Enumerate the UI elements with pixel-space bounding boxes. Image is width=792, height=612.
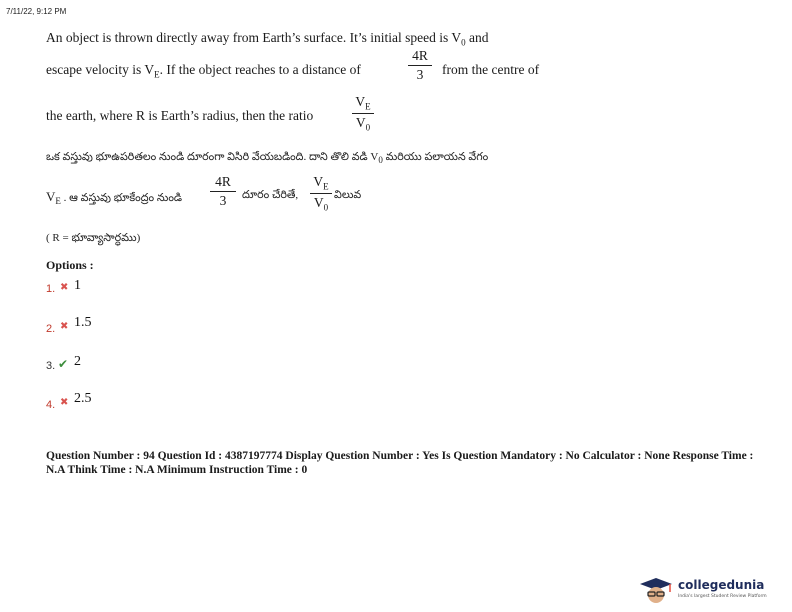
- option-value: 1.5: [74, 315, 92, 330]
- collegedunia-logo: [636, 576, 786, 606]
- options-label: Options :: [46, 258, 94, 272]
- wrong-cross-icon: ✖: [60, 321, 69, 332]
- ratio-ve-over-v0: $V_E$ $V_0$: [352, 94, 374, 132]
- question-line-2: escape velocity is $V_E$. If the object reaches to a distance of: [46, 62, 361, 80]
- correct-check-icon: ✔: [58, 357, 69, 371]
- wrong-cross-icon: ✖: [60, 397, 69, 408]
- option-value: 2: [74, 354, 81, 369]
- wrong-cross-icon: ✖: [60, 282, 69, 293]
- logo-tagline: India's largest Student Review Platform: [678, 594, 767, 599]
- graduate-cap-icon: [636, 576, 676, 606]
- option-number: 3.: [46, 360, 56, 372]
- telugu-ratio-ve-over-v0: $V_E$ $V_0$: [310, 174, 332, 212]
- question-metadata: Question Number : 94 Question Id : 4387197774 Display Question Number : Yes Is Question Mandatory : No Calculator : None Response Time : N.A Think Time : N.A Minimum Instruction Time : 0: [46, 450, 754, 476]
- telugu-line-1: ఒక వస్తువు భూఉపరితలం నుండి దూరంగా విసిరి వేయబడింది. దాని తొలి వడి $V_0$ మరియు పలాయన వేగం: [46, 151, 489, 166]
- telugu-fraction-4r-over-3: 4R 3: [210, 174, 236, 209]
- option-value: 1: [74, 278, 81, 293]
- question-line-1: An object is thrown directly away from Earth’s surface. It’s initial speed is $V_0$ and: [46, 30, 489, 48]
- telugu-line-2: $V_E$ . ఆ వస్తువు భూకేంద్రం నుండి: [46, 189, 183, 207]
- logo-name: collegedunia: [678, 578, 765, 592]
- print-timestamp: 7/11/22, 9:12 PM: [6, 7, 67, 16]
- option-number: 1.: [46, 283, 56, 295]
- question-line-3: the earth, where R is Earth’s radius, then the ratio: [46, 108, 314, 123]
- telugu-line-2-after: దూరం చేరితే,: [242, 189, 299, 201]
- option-number: 2.: [46, 323, 56, 335]
- telugu-line-3: ( R = భూవ్యాసార్ధము): [46, 232, 141, 244]
- option-value: 2.5: [74, 391, 92, 406]
- telugu-line-2-end: విలువ: [334, 189, 362, 201]
- question-line-2-end: from the centre of: [442, 62, 540, 77]
- fraction-4r-over-3: 4R 3: [408, 48, 432, 83]
- option-number: 4.: [46, 399, 56, 411]
